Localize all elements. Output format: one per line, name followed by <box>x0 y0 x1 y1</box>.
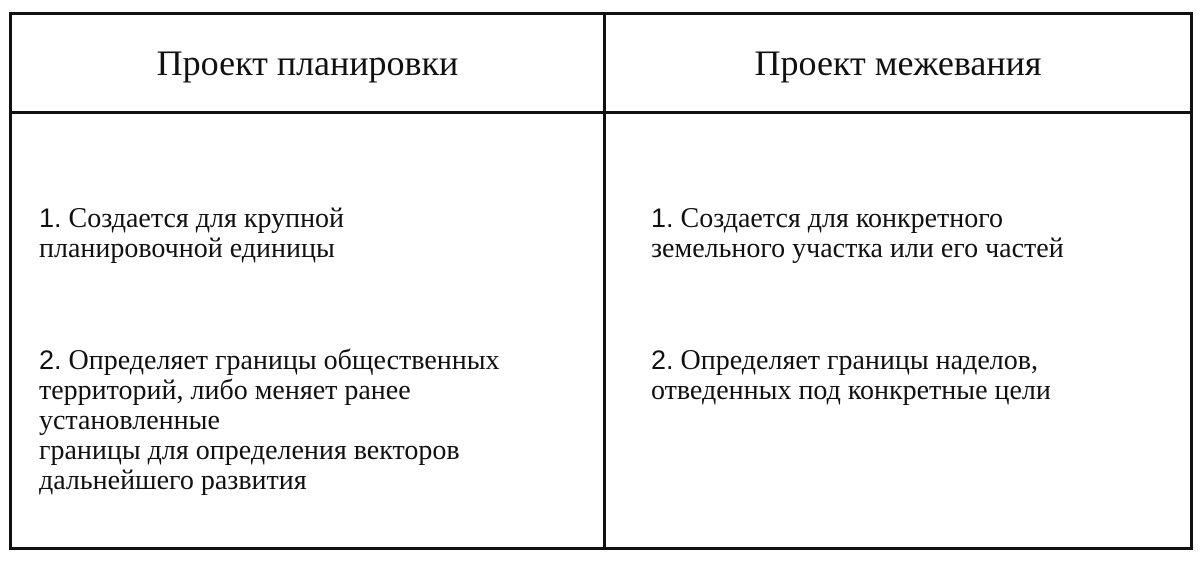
left-item-1 <box>39 203 344 264</box>
left-item-2 <box>39 345 500 496</box>
right-item-1 <box>651 203 1064 264</box>
left-item-2-line-4: границы для определения векторов <box>39 435 460 466</box>
left-item-2-line-5: дальнейшего развития <box>39 465 307 496</box>
right-item-1-line-1: 1. Создается для конкретного <box>651 203 1004 234</box>
right-item-2-line-2: отведенных под конкретные цели <box>651 375 1051 406</box>
left-item-1-number: 1. <box>39 203 62 233</box>
left-item-2-number: 2. <box>39 345 62 375</box>
header-divider <box>12 111 1190 114</box>
right-item-2-line-1: 2. Определяет границы наделов, <box>651 345 1038 376</box>
left-item-2-line-3: установленные <box>39 405 220 436</box>
left-item-1-line-1: 1. Создается для крупной <box>39 203 345 234</box>
right-item-2-number: 2. <box>651 345 674 375</box>
header-planning-project: Проект планировки <box>156 43 459 83</box>
left-item-2-line-1: 2. Определяет границы общественных <box>39 345 500 376</box>
right-item-1-number: 1. <box>651 203 674 233</box>
right-item-2 <box>651 345 1051 406</box>
left-item-2-line-2: территорий, либо меняет ранее <box>39 375 411 406</box>
header-surveying-project: Проект межевания <box>754 43 1042 83</box>
left-item-1-line-2: планировочной единицы <box>39 233 335 264</box>
right-item-1-line-2: земельного участка или его частей <box>651 233 1064 264</box>
comparison-table <box>9 12 1193 550</box>
